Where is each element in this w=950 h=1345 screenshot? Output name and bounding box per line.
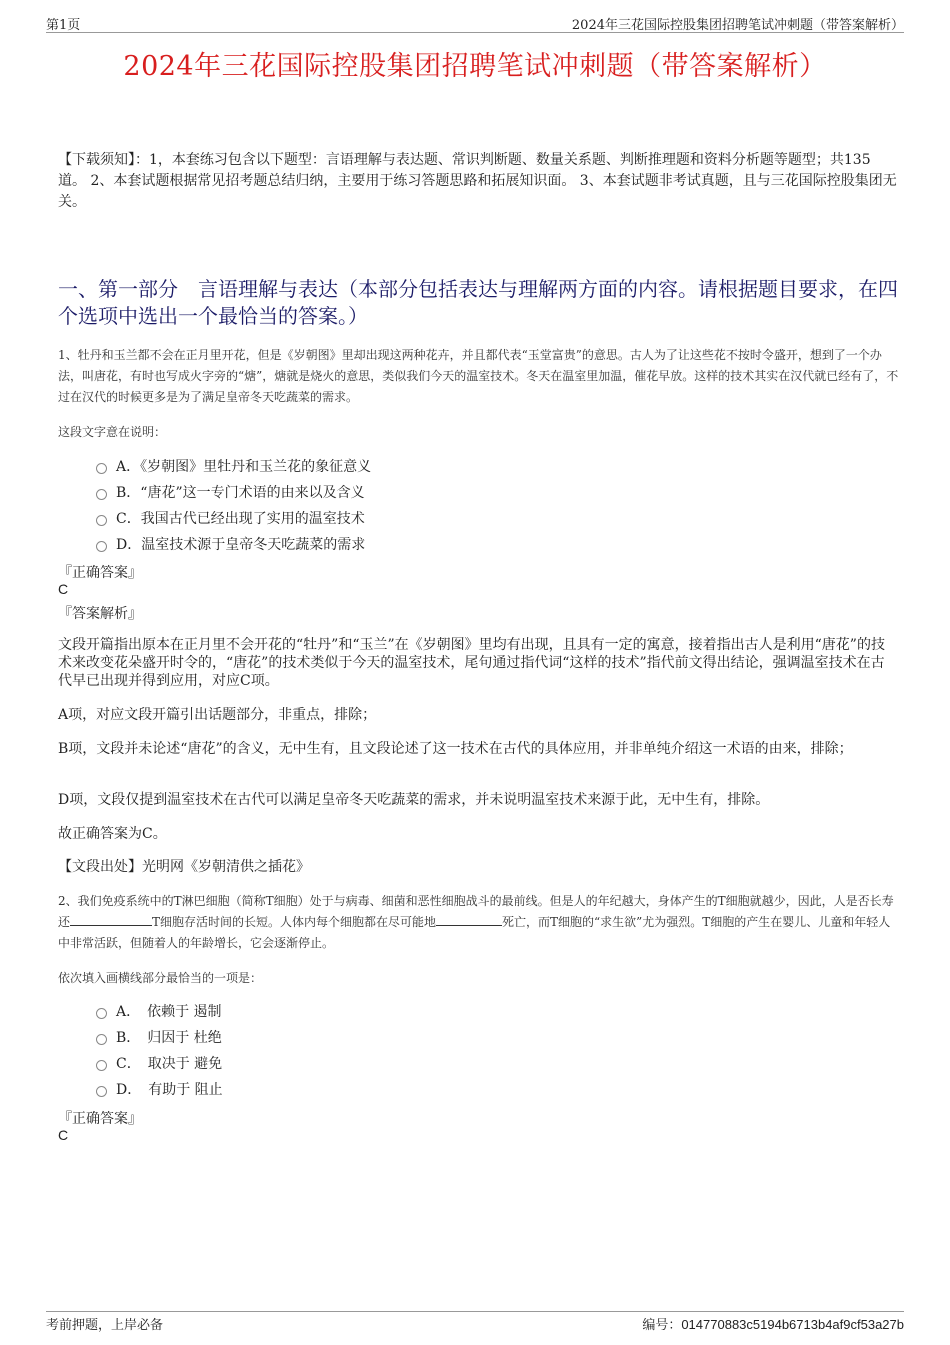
q2-text-part-3: 死亡，而T细胞的“求生欲”尤为强烈。T细胞的产生在婴儿、儿童和年轻人中非常活跃，但随着人的年龄增长，它会逐渐停止。 [58,915,891,950]
question-2-prompt: 依次填入画横线部分最恰当的一项是： [58,971,263,985]
q2-text-part-1: 2、我们免疫系统中的T淋巴细胞（简称T细胞）处于与病毒、细菌和恶性细胞战斗的最前线。但是人的年纪越大，身体产生的T细胞就越少，因此，人是否长寿还 [58,894,894,929]
q1-analysis-option-d: D项，文段仅提到温室技术在古代可以满足皇帝冬天吃蔬菜的需求，并未说明温室技术来源于此，无中生有，排除。 [58,792,770,808]
q2-answer-label: 『正确答案』 [58,1111,142,1127]
header-page-number: 第1页 [46,18,81,33]
q1-option-c-label: C．我国古代已经出现了实用的温室技术 [116,511,365,527]
footer-code-label: 编号： [642,1318,682,1333]
q1-analysis-label: 『答案解析』 [58,606,142,622]
footer-divider [46,1311,904,1312]
q2-option-d-label: D． 有助于 阻止 [116,1082,223,1098]
q2-option-a-label: A． 依赖于 遏制 [116,1004,222,1020]
q1-option-d[interactable] [96,533,365,555]
q2-option-d[interactable] [96,1078,223,1100]
footer-code-value: 014770883c5194b6713b4af9cf53a27b [681,1317,904,1332]
header-divider [46,32,904,33]
radio-icon[interactable] [96,489,107,500]
q1-source: 【文段出处】光明网《岁朝清供之插花》 [58,859,310,875]
q2-option-c-label: C． 取决于 避免 [116,1056,223,1072]
header-doc-title: 2024年三花国际控股集团招聘笔试冲刺题（带答案解析） [571,18,904,33]
fill-blank-2 [436,913,502,926]
q1-analysis-option-b: B项，文段并未论述“唐花”的含义，无中生有，且文段论述了这一技术在古代的具体应用，并非单纯介绍这一术语的由来，排除； [58,741,853,757]
footer-code [642,1314,904,1333]
q1-analysis-option-a: A项，对应文段开篇引出话题部分，非重点，排除； [58,707,377,723]
q1-answer: C [58,581,69,597]
radio-icon[interactable] [96,1086,107,1097]
q1-option-a-label: A．《岁朝图》里牡丹和玉兰花的象征意义 [116,459,372,475]
q2-option-c[interactable] [96,1052,222,1074]
page-title: 2024年三花国际控股集团招聘笔试冲刺题（带答案解析） [123,51,827,82]
fill-blank-1 [70,913,152,926]
question-2-text [58,891,900,954]
q2-option-b-label: B． 归因于 杜绝 [116,1030,222,1046]
q1-option-d-label: D．温室技术源于皇帝冬天吃蔬菜的需求 [116,537,366,553]
q2-option-b[interactable] [96,1026,222,1048]
radio-icon[interactable] [96,1060,107,1071]
question-1-prompt: 这段文字意在说明： [58,425,167,439]
q1-option-b-label: B．“唐花”这一专门术语的由来以及含义 [116,485,365,501]
radio-icon[interactable] [96,463,107,474]
q2-answer: C [58,1127,69,1143]
q1-analysis-paragraph: 文段开篇指出原本在正月里不会开花的“牡丹”和“玉兰”在《岁朝图》里均有出现，且具有一定的寓意，接着指出古人是利用“唐花”的技术来改变花朵盛开时令的，“唐花”的技术类似于今天的温室技术，尾句通过指代词“这样的技术”指代前文得出结论，强调温室技术在古代早已出现并得到应用，对应C项。 [58,637,885,689]
section-heading: 一、第一部分 言语理解与表达（本部分包括表达与理解两方面的内容。请根据题目要求，在四个选项中选出一个最恰当的答案。） [58,277,898,328]
q1-conclusion: 故正确答案为C。 [58,826,167,842]
q1-answer-label: 『正确答案』 [58,565,142,581]
footer-slogan: 考前押题，上岸必备 [46,1318,164,1333]
radio-icon[interactable] [96,1034,107,1045]
download-notice: 【下载须知】：1，本套练习包含以下题型：言语理解与表达题、常识判断题、数量关系题、判断推理题和资料分析题等题型；共135道。 2、本套试题根据常见招考题总结归纳，主要用于练习答题思路和拓展知识面。 3、本套试题非考试真题，且与三花国际控股集团无关。 [58,152,897,210]
radio-icon[interactable] [96,541,107,552]
q1-option-c[interactable] [96,507,365,529]
q1-option-b[interactable] [96,481,365,503]
question-1-text: 1、牡丹和玉兰都不会在正月里开花，但是《岁朝图》里却出现这两种花卉，并且都代表“玉堂富贵”的意思。古人为了让这些花不按时令盛开，想到了一个办法，叫唐花，有时也写成火字旁的“煻”，煻就是烧火的意思，类似我们今天的温室技术。冬天在温室里加温，催花早放。这样的技术其实在汉代就已经有了，不过在汉代的时候更多是为了满足皇帝冬天吃蔬菜的需求。 [58,348,899,404]
q2-option-a[interactable] [96,1000,222,1022]
q1-option-a[interactable] [96,455,371,477]
q2-text-part-2: T细胞存活时间的长短。人体内每个细胞都在尽可能地 [152,915,437,929]
radio-icon[interactable] [96,515,107,526]
radio-icon[interactable] [96,1008,107,1019]
